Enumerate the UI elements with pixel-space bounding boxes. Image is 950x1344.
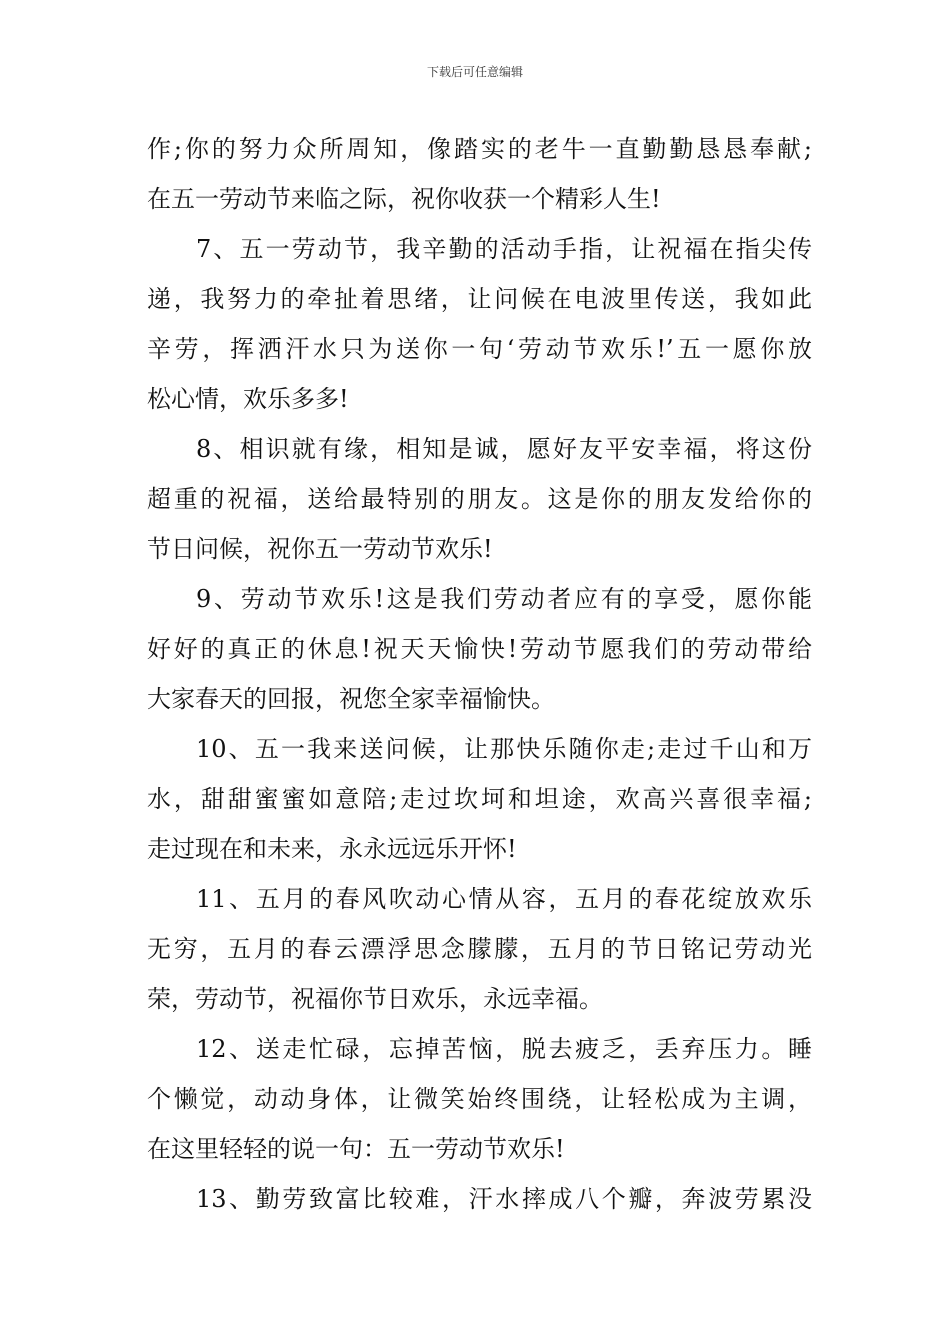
- text-line: 个懒觉，动动身体，让微笑始终围绕，让轻松成为主调，: [147, 1085, 812, 1113]
- text-line: 超重的祝福，送给最特别的朋友。这是你的朋友发给你的: [147, 485, 812, 513]
- paragraph-8-line: 8、相识就有缘，相知是诚，愿好友平安幸福，将这份: [196, 435, 812, 463]
- paragraph-10-line: 10、五一我来送问候，让那快乐随你走;走过千山和万: [196, 735, 812, 763]
- text-line: 荣，劳动节，祝福你节日欢乐，永远幸福。: [147, 985, 603, 1013]
- paragraph-9-line: 9、劳动节欢乐!这是我们劳动者应有的享受，愿你能: [196, 585, 812, 613]
- text-line: 松心情，欢乐多多!: [147, 385, 349, 413]
- text-line: 大家春天的回报，祝您全家幸福愉快。: [147, 685, 555, 713]
- text-line: 走过现在和未来，永永远远乐开怀!: [147, 835, 517, 863]
- text-line: 作;你的努力众所周知，像踏实的老牛一直勤勤恳恳奉献;: [147, 135, 812, 163]
- page-header-note: 下载后可任意编辑: [426, 65, 523, 79]
- paragraph-12-line: 12、送走忙碌，忘掉苦恼，脱去疲乏，丢弃压力。睡: [196, 1035, 812, 1063]
- text-line: 水，甜甜蜜蜜如意陪;走过坎坷和坦途，欢高兴喜很幸福;: [147, 785, 812, 813]
- text-line: 无穷，五月的春云漂浮思念朦朦，五月的节日铭记劳动光: [147, 935, 812, 963]
- text-line: 辛劳，挥洒汗水只为送你一句‘劳动节欢乐!’五一愿你放: [147, 335, 812, 363]
- text-line: 在五一劳动节来临之际，祝你收获一个精彩人生!: [147, 185, 661, 213]
- text-line: 好好的真正的休息!祝天天愉快!劳动节愿我们的劳动带给: [147, 635, 812, 663]
- text-line: 递，我努力的牵扯着思绪，让问候在电波里传送，我如此: [147, 285, 812, 313]
- paragraph-7-line: 7、五一劳动节，我辛勤的活动手指，让祝福在指尖传: [196, 235, 812, 263]
- paragraph-13-line: 13、勤劳致富比较难，汗水摔成八个瓣，奔波劳累没: [196, 1185, 812, 1213]
- text-line: 在这里轻轻的说一句：五一劳动节欢乐!: [147, 1135, 565, 1163]
- text-line: 节日问候，祝你五一劳动节欢乐!: [147, 535, 493, 563]
- paragraph-11-line: 11、五月的春风吹动心情从容，五月的春花绽放欢乐: [196, 885, 812, 913]
